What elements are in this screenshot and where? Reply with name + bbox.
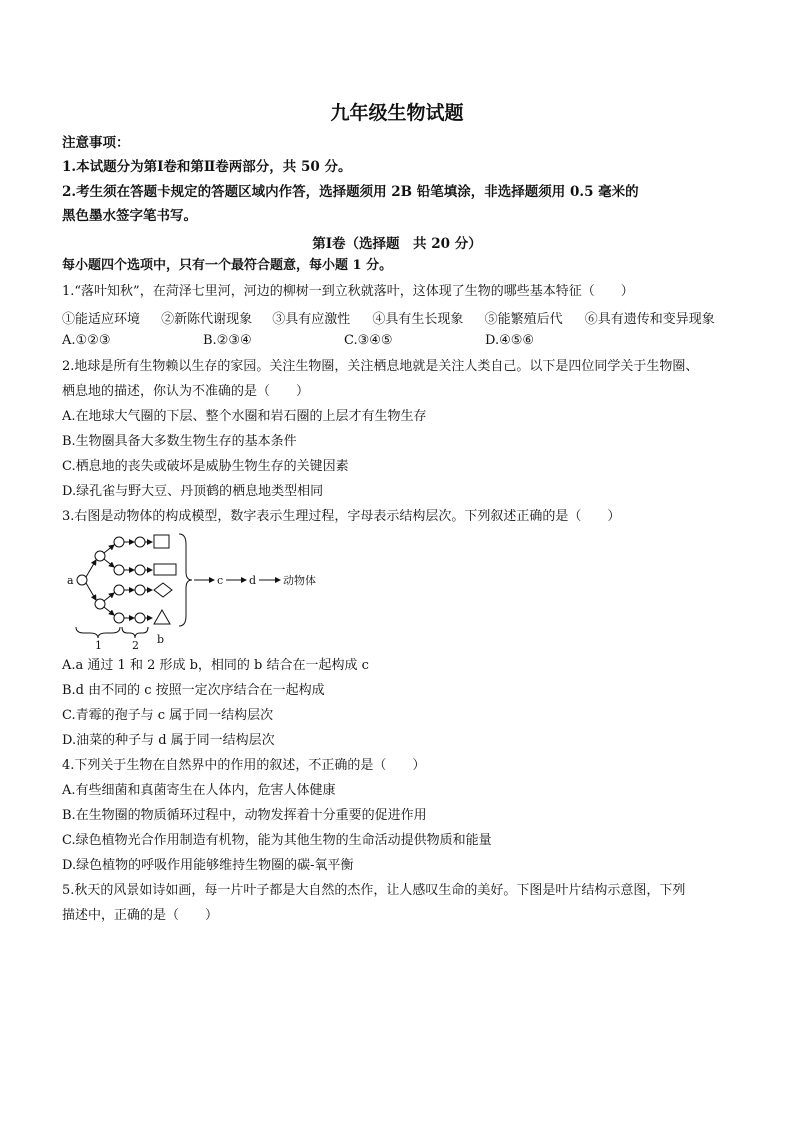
notice-item-1: 1.本试题分为第Ⅰ卷和第Ⅱ卷两部分，共 50 分。 <box>62 159 352 175</box>
q5-stem-line-1: 5.秋天的风景如诗如画，每一片叶子都是大自然的杰作，让人感叹生命的美好。下图是叶片结构示意图，下列 <box>62 883 686 898</box>
right-brace <box>179 534 192 626</box>
q1-feature-6: ⑥具有遗传和变异现象 <box>584 312 715 327</box>
label-a: a <box>67 574 74 587</box>
q1-choice-b: B.②③④ <box>203 333 252 348</box>
label-1: 1 <box>95 639 102 652</box>
q2-stem-line-2: 栖息地的描述，你认为不准确的是（ ） <box>62 384 310 399</box>
q4-stem: 4.下列关于生物在自然界中的作用的叙述，不正确的是（ ） <box>62 758 426 773</box>
page-title: 九年级生物试题 <box>330 102 464 124</box>
notice-item-2-line-1: 2.考生须在答题卡规定的答题区域内作答，选择题须用 2B 铅笔填涂，非选择题须用 0.5 毫米的 <box>62 184 639 200</box>
q4-option-b: B.在生物圈的物质循环过程中，动物发挥着十分重要的促进作用 <box>62 808 427 823</box>
label-c: c <box>217 574 224 587</box>
cell-level1-top <box>95 551 105 561</box>
notice-heading: 注意事项： <box>62 135 130 151</box>
q2-option-b: B.生物圈具备大多数生物生存的基本条件 <box>62 434 297 449</box>
cell-level1-bottom <box>95 599 105 609</box>
label-2: 2 <box>132 639 139 652</box>
tissue-square <box>154 535 169 548</box>
q3-option-b: B.d 由不同的 c 按照一定次序结合在一起构成 <box>62 683 325 698</box>
q1-feature-1: ①能适应环境 <box>62 312 141 327</box>
q5-stem-line-2: 描述中，正确的是（ ） <box>62 908 219 923</box>
q2-stem-line-1: 2.地球是所有生物赖以生存的家园。关注生物圈，关注栖息地就是关注人类自己。以下是四位同学关于生物圈、 <box>62 359 699 374</box>
cell-a-circle <box>77 575 87 585</box>
q1-feature-4: ④具有生长现象 <box>372 312 464 327</box>
q1-feature-3: ③具有应激性 <box>272 312 351 327</box>
q2-option-a: A.在地球大气圈的下层、整个水圈和岩石圈的上层才有生物生存 <box>62 409 427 424</box>
notice-item-2-line-2: 黑色墨水签字笔书写。 <box>62 208 197 224</box>
q1-features <box>62 308 715 327</box>
q4-option-d: D.绿色植物的呼吸作用能够维持生物圈的碳-氧平衡 <box>62 858 354 873</box>
section-title: 第Ⅰ卷（选择题 共 20 分） <box>312 236 482 252</box>
animal-structure-diagram <box>62 530 362 652</box>
q1-choice-a: A.①②③ <box>62 333 111 348</box>
q1-choice-d: D.④⑤⑥ <box>485 333 535 348</box>
q1-stem: 1.“落叶知秋”，在菏泽七里河，河边的柳树一到立秋就落叶，这体现了生物的哪些基本特征（ ） <box>62 284 634 299</box>
q1-feature-2: ②新陈代谢现象 <box>161 312 253 327</box>
q4-option-a: A.有些细菌和真菌寄生在人体内，危害人体健康 <box>62 783 336 798</box>
q1-choice-c: C.③④⑤ <box>344 333 393 348</box>
q3-option-c: C.青霉的孢子与 c 属于同一结构层次 <box>62 708 274 723</box>
q2-option-c: C.栖息地的丧失或破坏是威胁生物生存的关键因素 <box>62 459 349 474</box>
tissue-rectangle <box>154 564 176 575</box>
q1-feature-5: ⑤能繁殖后代 <box>484 312 563 327</box>
label-b: b <box>157 633 165 646</box>
tissue-diamond <box>154 583 172 597</box>
q2-option-d: D.绿孔雀与野大豆、丹顶鹤的栖息地类型相同 <box>62 484 324 499</box>
q3-stem: 3.右图是动物体的构成模型，数字表示生理过程，字母表示结构层次。下列叙述正确的是（ ） <box>62 509 621 524</box>
q3-option-d: D.油菜的种子与 d 属于同一结构层次 <box>62 733 275 748</box>
q3-option-a: A.a 通过 1 和 2 形成 b，相同的 b 结合在一起构成 c <box>62 658 369 673</box>
label-animal: 动物体 <box>283 574 316 587</box>
section-instruction: 每小题四个选项中，只有一个最符合题意，每小题 1 分。 <box>62 258 393 273</box>
tissue-triangle <box>154 610 170 624</box>
label-d: d <box>249 574 257 587</box>
q4-option-c: C.绿色植物光合作用制造有机物，能为其他生物的生命活动提供物质和能量 <box>62 833 492 848</box>
